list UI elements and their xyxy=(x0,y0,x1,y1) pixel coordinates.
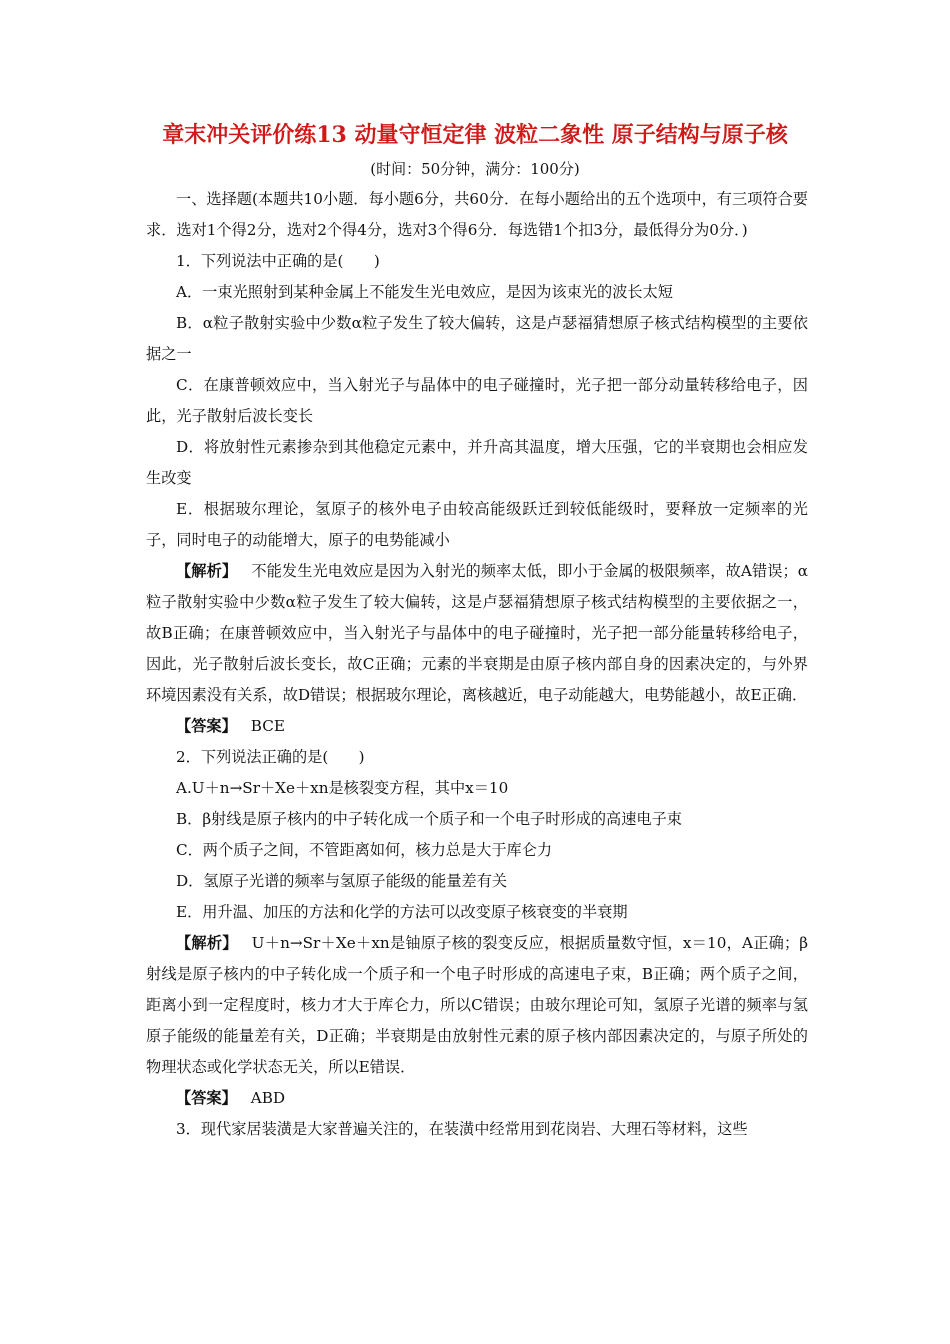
answer-text: ABD xyxy=(250,1089,286,1107)
question-2-answer xyxy=(146,1083,808,1114)
exam-time-score: (时间：50分钟，满分：100分) xyxy=(370,160,580,178)
question-1-option-c: C．在康普顿效应中，当入射光子与晶体中的电子碰撞时，光子把一部分动量转移给电子，因此，光子散射后波长变长 xyxy=(146,376,808,425)
question-1-analysis xyxy=(146,556,808,711)
analysis-text: 不能发生光电效应是因为入射光的频率太低，即小于金属的极限频率，故A错误；α粒子散射实验中少数α粒子发生了较大偏转，这是卢瑟福猜想原子核式结构模型的主要依据之一，故B正确；在康普顿效应中，当入射光子与晶体中的电子碰撞时，光子把一部分能量转移给电子，因此，光子散射后波长变长，故C正确；元素的半衰期是由原子核内部自身的因素决定的，与外界环境因素没有关系，故D错误；根据玻尔理论，离核越近，电子动能越大，电势能越小，故E正确． xyxy=(146,562,808,704)
analysis-text: U＋n→Sr＋Xe＋xn是铀原子核的裂变反应，根据质量数守恒，x＝10，A正确；β射线是原子核内的中子转化成一个质子和一个电子时形成的高速电子束，B正确；两个质子之间，距离小到一定程度时，核力才大于库仑力，所以C错误；由玻尔理论可知，氢原子光谱的频率与氢原子能级的能量差有关，D正确；半衰期是由放射性元素的原子核内部因素决定的，与原子所处的物理状态或化学状态无关，所以E错误． xyxy=(146,934,809,1076)
section-intro: 一、选择题(本题共10小题．每小题6分，共60分．在每小题给出的五个选项中，有三项符合要求．选对1个得2分，选对2个得4分，选对3个得6分．每选错1个扣3分，最低得分为0分．) xyxy=(146,190,808,239)
analysis-label: 【解析】 xyxy=(176,934,238,952)
question-2-option-c: C．两个质子之间，不管距离如何，核力总是大于库仑力 xyxy=(176,841,553,859)
question-2-option-d: D．氢原子光谱的频率与氢原子能级的能量差有关 xyxy=(176,872,508,890)
document-body xyxy=(146,184,808,1145)
answer-label: 【答案】 xyxy=(176,717,237,735)
question-1-option-a: A．一束光照射到某种金属上不能发生光电效应，是因为该束光的波长太短 xyxy=(176,283,673,301)
question-1-answer xyxy=(146,711,808,742)
question-2-option-b: B．β射线是原子核内的中子转化成一个质子和一个电子时形成的高速电子束 xyxy=(176,810,682,828)
answer-label: 【答案】 xyxy=(176,1089,237,1107)
question-2-option-a: A.U＋n→Sr＋Xe＋xn是核裂变方程，其中x＝10 xyxy=(176,779,509,797)
question-2-analysis xyxy=(146,928,808,1083)
answer-text: BCE xyxy=(250,717,285,735)
question-2-stem: 2．下列说法正确的是( ) xyxy=(176,748,365,766)
question-1-option-e: E．根据玻尔理论，氢原子的核外电子由较高能级跃迁到较低能级时，要释放一定频率的光子，同时电子的动能增大，原子的电势能减小 xyxy=(146,500,808,549)
analysis-label: 【解析】 xyxy=(176,562,238,580)
question-2-option-e: E．用升温、加压的方法和化学的方法可以改变原子核衰变的半衰期 xyxy=(176,903,628,921)
question-3-stem: 3．现代家居装潢是大家普遍关注的，在装潢中经常用到花岗岩、大理石等材料，这些 xyxy=(176,1120,748,1138)
question-1-stem: 1．下列说法中正确的是( ) xyxy=(176,252,380,270)
question-1-option-d: D．将放射性元素掺杂到其他稳定元素中，并升高其温度，增大压强，它的半衰期也会相应发生改变 xyxy=(146,438,808,487)
question-1-option-b: B．α粒子散射实验中少数α粒子发生了较大偏转，这是卢瑟福猜想原子核式结构模型的主要依据之一 xyxy=(146,314,808,363)
page-title: 章末冲关评价练13 动量守恒定律 波粒二象性 原子结构与原子核 xyxy=(162,122,788,148)
